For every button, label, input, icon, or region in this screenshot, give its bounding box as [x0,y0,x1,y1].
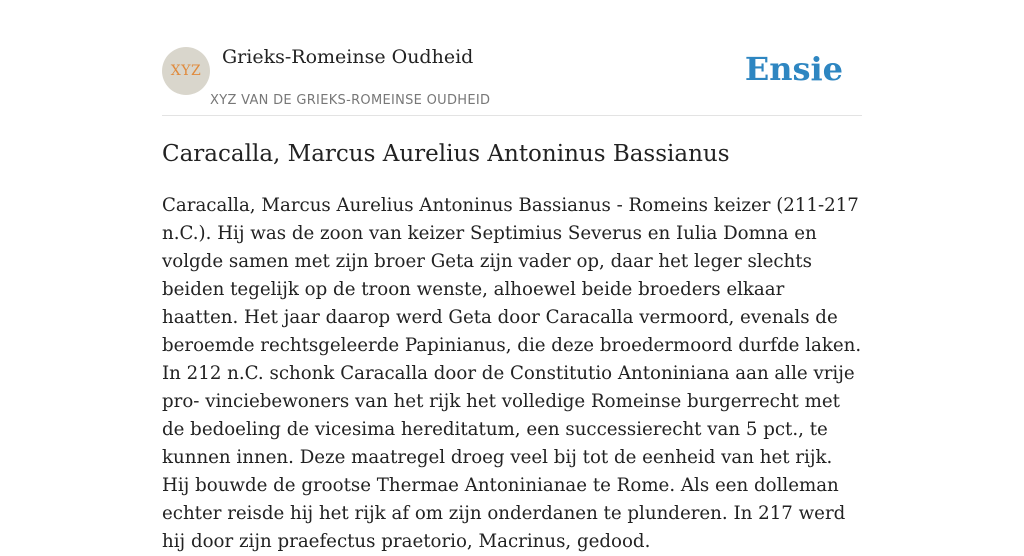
article-title: Caracalla, Marcus Aurelius Antoninus Bassianus [162,141,730,167]
avatar[interactable]: XYZ [162,47,210,95]
article-body: Caracalla, Marcus Aurelius Antoninus Bassianus - Romeins keizer (211-217 n.C.). Hij was de zoon van keizer Septimius Severus en Iulia Domna en volgde samen met zijn broer Geta zijn vader op, daar het leger slechts beiden tegelijk op de troon wenste, alhoewel beide broeders elkaar haatten. Het jaar daarop werd Geta door Caracalla vermoord, evenals de beroemde rechtsgeleerde Papinianus, die deze broedermoord durfde laken. In 212 n.C. schonk Caracalla door de Constitutio Antoniniana aan alle vrije pro- vinciebewoners van het rijk het volledige Romeinse burgerrecht met de bedoeling de vicesima hereditatum, een successierecht van 5 pct., te kunnen innen. Deze maatregel droeg veel bij tot de eenheid van het rijk. Hij bouwde de grootse Thermae Antoninianae te Rome. Als een dolleman echter reisde hij het rijk af om zijn onderdanen te plunderen. In 217 werd hij door zijn praefectus praetorio, Macrinus, gedood. [162,195,862,552]
page-container [162,0,862,552]
site-title[interactable]: Grieks-Romeinse Oudheid [222,46,474,68]
site-header [162,0,862,116]
brand-logo[interactable]: Ensie [744,50,843,88]
site-subtitle[interactable]: XYZ VAN DE GRIEKS-ROMEINSE OUDHEID [210,93,491,108]
